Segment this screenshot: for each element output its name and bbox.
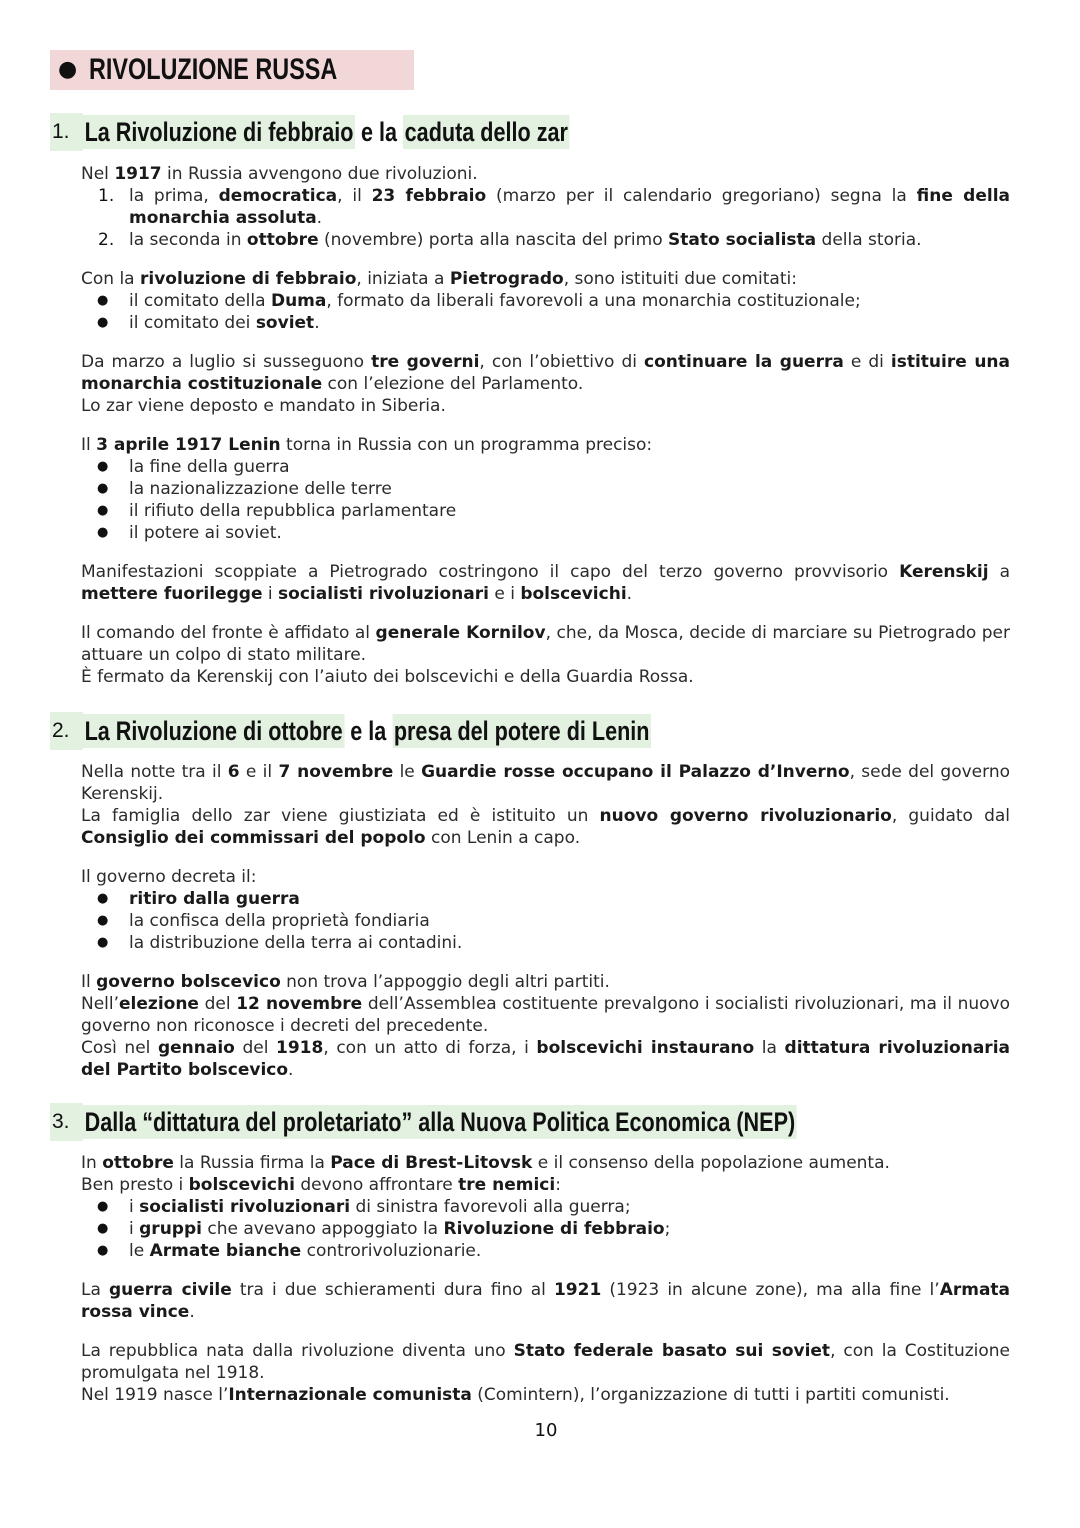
paragraph: Il governo bolscevico non trova l’appoggio degli altri partiti. <box>81 972 610 992</box>
paragraph: In ottobre la Russia firma la Pace di Brest-Litovsk e il consenso della popolazione aumenta. <box>81 1153 890 1173</box>
section-number: 3. <box>50 1103 83 1141</box>
list-item: ● il comitato della Duma, formato da liberali favorevoli a una monarchia costituzionale; <box>81 290 1010 312</box>
list-item: ● il potere ai soviet. <box>81 522 1010 544</box>
paragraph: Ben presto i bolscevichi devono affrontare tre nemici: <box>81 1175 561 1195</box>
main-title <box>50 50 414 90</box>
bullet-list <box>81 1196 1010 1262</box>
bullet-list <box>81 888 1010 954</box>
paragraph: La famiglia dello zar viene giustiziata ed è istituito un nuovo governo rivoluzionario, guidato dal Consiglio dei commissari del popolo con Lenin a capo. <box>81 806 1011 848</box>
list-item: ● la distribuzione della terra ai contadini. <box>81 932 1010 954</box>
paragraph: Da marzo a luglio si susseguono tre governi, con l’obiettivo di continuare la guerra e di istituire una monarchia costituzionale con l’elezione del Parlamento. <box>81 352 1010 394</box>
section-title: La Rivoluzione di ottobre e la presa del potere di Lenin <box>84 716 650 746</box>
section-heading-1 <box>50 113 691 151</box>
paragraph: Nell’elezione del 12 novembre dell’Assemblea costituente prevalgono i socialisti rivoluzionari, ma il nuovo governo non riconosce i decreti del precedente. <box>81 994 1011 1036</box>
section-title: La Rivoluzione di febbraio e la caduta dello zar <box>84 117 568 147</box>
list-item: ● la nazionalizzazione delle terre <box>81 478 1010 500</box>
paragraph: Manifestazioni scoppiate a Pietrogrado costringono il capo del terzo governo provvisorio Kerenskij a mettere fuorilegge i socialisti rivoluzionari e i bolscevichi. <box>81 562 1010 604</box>
paragraph: È fermato da Kerenskij con l’aiuto dei bolscevichi e della Guardia Rossa. <box>81 667 694 687</box>
list-item: 2. la seconda in ottobre (novembre) porta alla nascita del primo Stato socialista della storia. <box>98 230 922 250</box>
section-number: 1. <box>50 113 83 151</box>
list-item: ● i socialisti rivoluzionari di sinistra favorevoli alla guerra; <box>81 1196 1010 1218</box>
paragraph: Così nel gennaio del 1918, con un atto di forza, i bolscevichi instaurano la dittatura rivoluzionaria del Partito bolscevico. <box>81 1038 1010 1080</box>
section-heading-2 <box>50 712 793 750</box>
list-item: ● la confisca della proprietà fondiaria <box>81 910 1010 932</box>
bullet-list <box>81 456 1010 544</box>
section-heading-3 <box>50 1103 975 1141</box>
list-item: ● ritiro dalla guerra <box>81 888 1010 910</box>
numbered-list <box>81 185 1010 251</box>
list-item: ● le Armate bianche controrivoluzionarie. <box>81 1240 1010 1262</box>
paragraph: Il 3 aprile 1917 Lenin torna in Russia con un programma preciso: <box>81 435 653 455</box>
bullet-list <box>81 290 1010 334</box>
paragraph: Il governo decreta il: <box>81 867 257 887</box>
list-item: ● il rifiuto della repubblica parlamentare <box>81 500 1010 522</box>
paragraph: Nel 1917 in Russia avvengono due rivoluzioni. <box>81 164 478 184</box>
section-3-body <box>81 1152 1010 1406</box>
section-number: 2. <box>50 712 83 750</box>
paragraph: Il comando del fronte è affidato al generale Kornilov, che, da Mosca, decide di marciare su Pietrogrado per attuare un colpo di stato militare. <box>81 623 1010 665</box>
paragraph: Nel 1919 nasce l’Internazionale comunista (Comintern), l’organizzazione di tutti i partiti comunisti. <box>81 1385 950 1405</box>
section-2-body <box>81 761 1010 1081</box>
paragraph: Nella notte tra il 6 e il 7 novembre le Guardie rosse occupano il Palazzo d’Inverno, sede del governo Kerenskij. <box>81 762 1011 804</box>
list-item: ● la fine della guerra <box>81 456 1010 478</box>
paragraph: Lo zar viene deposto e mandato in Siberia. <box>81 396 446 416</box>
paragraph: La repubblica nata dalla rivoluzione diventa uno Stato federale basato sui soviet, con la Costituzione promulgata nel 1918. <box>81 1341 1011 1383</box>
page-number: 10 <box>534 1420 558 1441</box>
page-title: RIVOLUZIONE RUSSA <box>89 53 338 86</box>
list-item: ● il comitato dei soviet. <box>81 312 1010 334</box>
list-item: ● i gruppi che avevano appoggiato la Rivoluzione di febbraio; <box>81 1218 1010 1240</box>
paragraph: La guerra civile tra i due schieramenti dura fino al 1921 (1923 in alcune zone), ma alla fine l’Armata rossa vince. <box>81 1280 1011 1322</box>
section-1-body <box>81 163 1010 688</box>
section-title: Dalla “dittatura del proletariato” alla Nuova Politica Economica (NEP) <box>84 1107 796 1137</box>
bullet-icon: ● <box>58 57 78 82</box>
list-item: 1. la prima, democratica, il 23 febbraio (marzo per il calendario gregoriano) segna la fine della monarchia assoluta. <box>98 186 1010 228</box>
paragraph: Con la rivoluzione di febbraio, iniziata a Pietrogrado, sono istituiti due comitati: <box>81 269 797 289</box>
